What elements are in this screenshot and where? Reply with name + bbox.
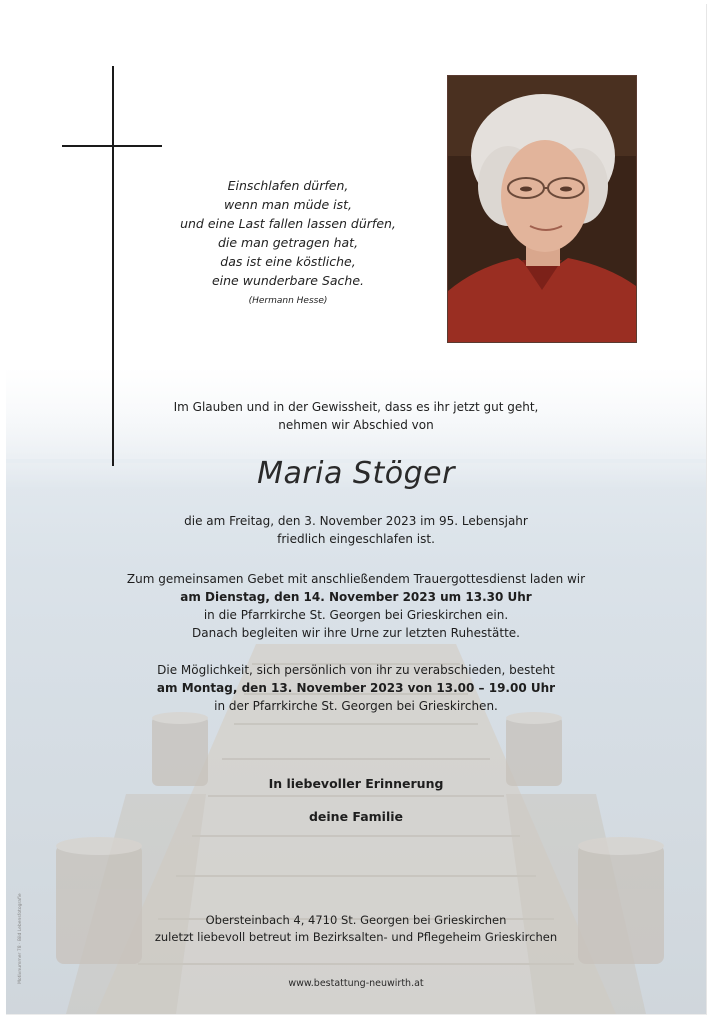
intro-text — [126, 398, 586, 434]
viewing-line: Die Möglichkeit, sich persönlich von ihr zu verabschieden, besteht — [157, 663, 555, 677]
intro-line: Im Glauben und in der Gewissheit, dass es ihr jetzt gut geht, — [173, 400, 539, 414]
portrait-photo — [447, 75, 637, 343]
funeral-service-info — [126, 570, 586, 642]
intro-line: nehmen wir Abschied von — [278, 418, 434, 432]
cross-horizontal-bar — [62, 145, 162, 147]
address-line: Obersteinbach 4, 4710 St. Georgen bei Grieskirchen — [205, 913, 507, 927]
portrait-illustration — [448, 76, 636, 342]
quote-line: Einschlafen dürfen, — [227, 178, 349, 193]
quote-author: (Hermann Hesse) — [248, 296, 328, 306]
deceased-name: Maria Stöger — [257, 456, 455, 491]
quote-line: wenn man müde ist, — [223, 197, 353, 212]
farewell-viewing-info — [126, 661, 586, 715]
parte-page — [6, 4, 707, 1015]
service-line: Zum gemeinsamen Gebet mit anschließendem Trauergottesdienst laden wir — [126, 572, 586, 586]
quote-line: die man getragen hat, — [217, 235, 359, 250]
address-line: zuletzt liebevoll betreut im Bezirksalten- und Pflegeheim Grieskirchen — [154, 930, 558, 944]
closing-family: deine Familie — [308, 809, 404, 824]
cross-vertical-bar — [112, 66, 114, 466]
service-date: am Dienstag, den 14. November 2023 um 13.30 Uhr — [180, 590, 532, 604]
death-line: friedlich eingeschlafen ist. — [277, 532, 435, 546]
service-line: in die Pfarrkirche St. Georgen bei Grieskirchen ein. — [203, 608, 509, 622]
viewing-line: in der Pfarrkirche St. Georgen bei Grieskirchen. — [214, 699, 498, 713]
quote-line: und eine Last fallen lassen dürfen, — [180, 216, 396, 231]
closing-remembrance: In liebevoller Erinnerung — [268, 776, 444, 791]
death-info — [126, 512, 586, 548]
quote-line: eine wunderbare Sache. — [211, 273, 365, 288]
side-note: Motivnummer 78 · Bild Lebensfotografie — [18, 893, 23, 984]
hesse-quote — [164, 176, 412, 307]
service-line: Danach begleiten wir ihre Urne zur letzten Ruhestätte. — [192, 626, 520, 640]
funeral-home-website: www.bestattung-neuwirth.at — [288, 978, 424, 989]
quote-line: das ist eine köstliche, — [220, 254, 356, 269]
viewing-date: am Montag, den 13. November 2023 von 13.00 – 19.00 Uhr — [156, 681, 556, 695]
address-info — [126, 912, 586, 946]
death-line: die am Freitag, den 3. November 2023 im 95. Lebensjahr — [184, 514, 528, 528]
